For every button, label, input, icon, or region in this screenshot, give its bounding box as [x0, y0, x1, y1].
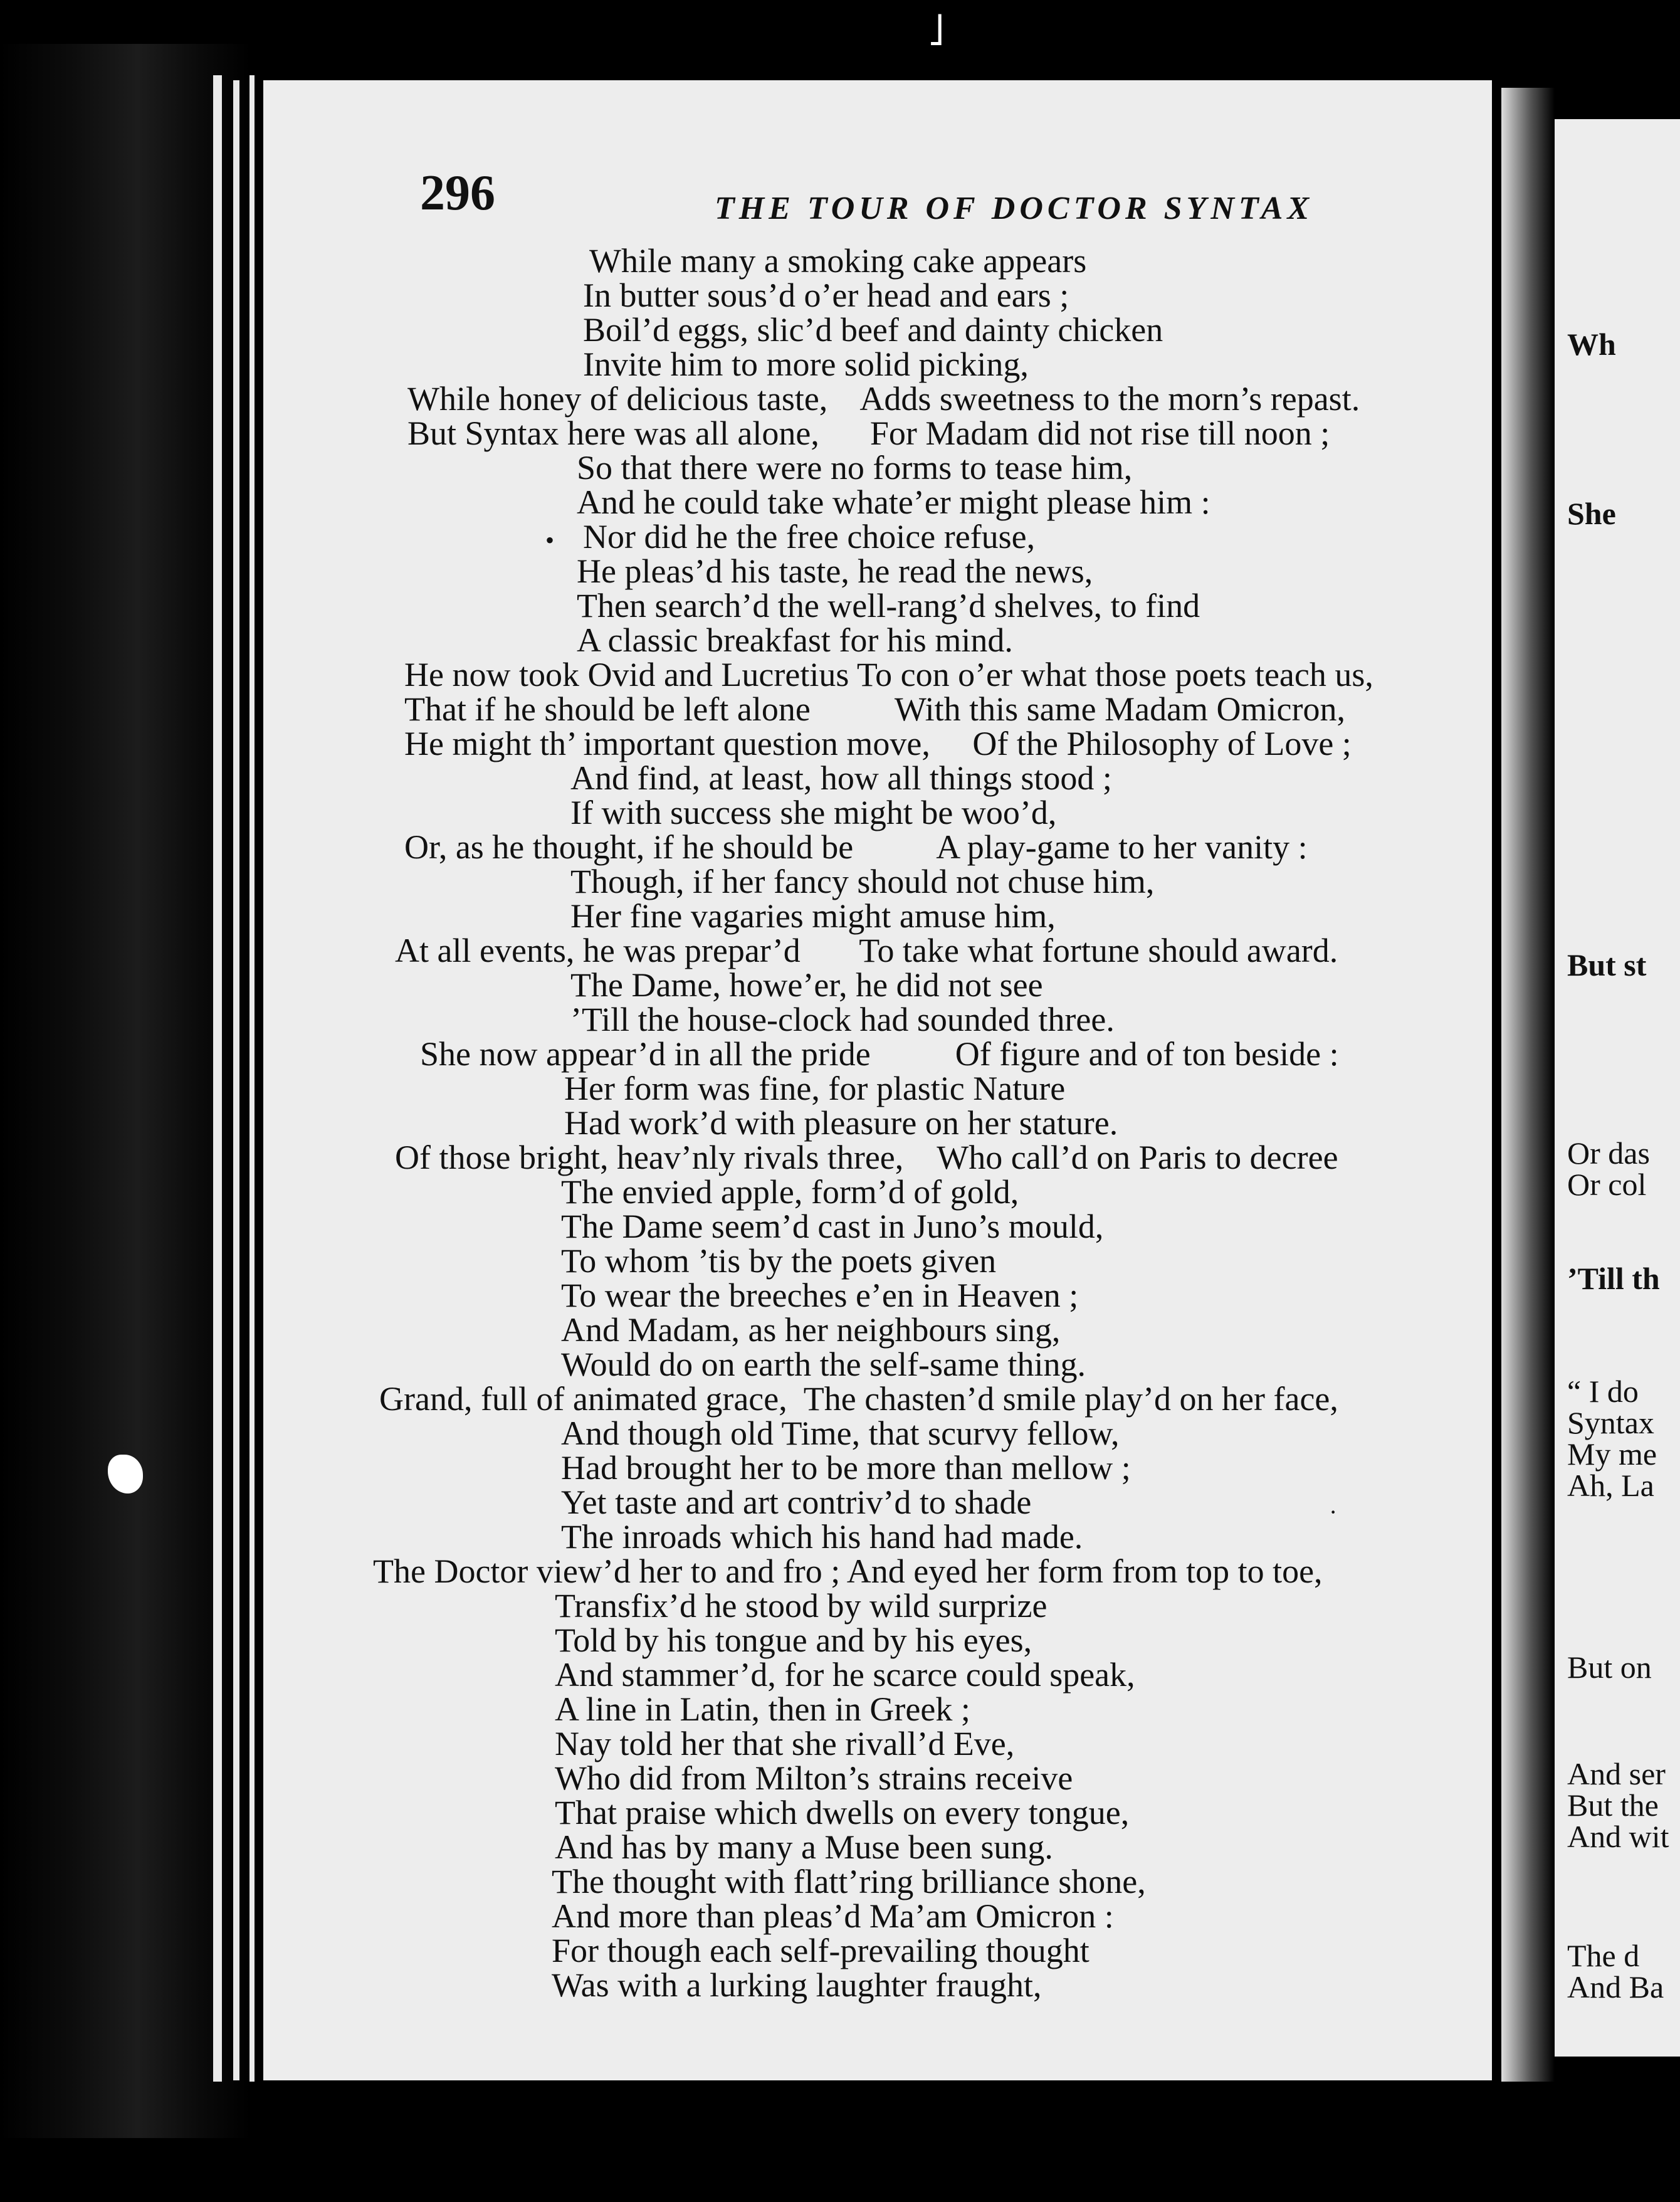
poem-line: Of those bright, heav’nly rivals three, Who call’d on Paris to decree	[395, 1139, 1338, 1176]
poem-line: ’Till the house-clock had sounded three.	[570, 1001, 1115, 1038]
right-page-line: My me	[1567, 1436, 1657, 1472]
stray-bullet: •	[545, 526, 555, 554]
right-page-line: But on	[1567, 1650, 1652, 1685]
poem-line: He now took Ovid and Lucretius To con o’er what those poets teach us,	[404, 656, 1373, 693]
poem-line: But Syntax here was all alone, For Madam did not rise till noon ;	[407, 414, 1330, 452]
poem-line: To whom ’tis by the poets given	[561, 1242, 997, 1280]
poem-line: For though each self-prevailing thought	[552, 1932, 1089, 1969]
poem-line: And find, at least, how all things stood ;	[570, 759, 1112, 797]
right-page-line: Or das	[1567, 1135, 1650, 1171]
poem-line: Then search’d the well-rang’d shelves, to find	[577, 587, 1200, 624]
page-number: 296	[420, 166, 495, 221]
left-page	[263, 80, 1492, 2080]
poem-line: Her form was fine, for plastic Nature	[564, 1070, 1066, 1107]
poem-line: Invite him to more solid picking,	[583, 345, 1029, 383]
right-page-line: And wit	[1567, 1819, 1669, 1854]
top-caret-mark: ˩	[928, 7, 945, 55]
right-page-line: Ah, La	[1567, 1468, 1654, 1503]
poem-line: Or, as he thought, if he should be A play-game to her vanity :	[404, 828, 1308, 866]
poem-line: The Dame, howe’er, he did not see	[570, 966, 1043, 1004]
right-page-line: “ I do	[1567, 1374, 1639, 1409]
poem-line: And Madam, as her neighbours sing,	[561, 1311, 1061, 1349]
poem-line: That praise which dwells on every tongue,	[555, 1794, 1130, 1831]
running-head: THE TOUR OF DOCTOR SYNTAX	[715, 191, 1314, 226]
poem-line: Boil’d eggs, slic’d beef and dainty chicken	[583, 311, 1163, 349]
poem-line: Transfix’d he stood by wild surprize	[555, 1587, 1047, 1625]
poem-line: So that there were no forms to tease him,	[577, 449, 1133, 487]
poem-line: While many a smoking cake appears	[589, 242, 1087, 280]
poem-line: If with success she might be woo’d,	[570, 794, 1057, 831]
poem-line: He might th’ important question move, Of the Philosophy of Love ;	[404, 725, 1352, 762]
poem-line: A classic breakfast for his mind.	[577, 621, 1013, 659]
poem-line: And more than pleas’d Ma’am Omicron :	[552, 1897, 1114, 1935]
poem-line: She now appear’d in all the pride Of figure and of ton beside :	[420, 1035, 1339, 1073]
poem-line: A line in Latin, then in Greek ;	[555, 1690, 970, 1728]
poem-line: And has by many a Muse been sung.	[555, 1828, 1053, 1866]
right-page-line: Syntax	[1567, 1405, 1654, 1440]
right-page-line: But st	[1567, 947, 1647, 982]
poem-line: The Dame seem’d cast in Juno’s mould,	[561, 1208, 1104, 1245]
right-page-line: And Ba	[1567, 1969, 1664, 2004]
page-edge-line	[213, 75, 222, 2082]
page-edge-line	[249, 75, 255, 2082]
poem-line: Grand, full of animated grace, The chasten’d smile play’d on her face,	[379, 1380, 1338, 1418]
right-page-line: She	[1567, 496, 1616, 531]
poem-line: Was with a lurking laughter fraught,	[552, 1966, 1042, 2004]
poem-line: Though, if her fancy should not chuse him,	[570, 863, 1155, 900]
poem-line: Who did from Milton’s strains receive	[555, 1759, 1073, 1797]
poem-line: He pleas’d his taste, he read the news,	[577, 552, 1093, 590]
poem-line: Her fine vagaries might amuse him,	[570, 897, 1056, 935]
poem-line: And he could take whate’er might please him :	[577, 483, 1210, 521]
right-page-line: Wh	[1567, 327, 1616, 362]
poem-line: And though old Time, that scurvy fellow,	[561, 1414, 1120, 1452]
right-page-line: Or col	[1567, 1167, 1647, 1202]
poem-line: Told by his tongue and by his eyes,	[555, 1621, 1032, 1659]
poem-line: Had work’d with pleasure on her stature.	[564, 1104, 1118, 1142]
poem-line: While honey of delicious taste, Adds sweetness to the morn’s repast.	[407, 380, 1360, 418]
poem-line: Yet taste and art contriv’d to shade	[561, 1483, 1032, 1521]
right-page-fragment	[1555, 119, 1680, 2057]
right-page-line: But the	[1567, 1788, 1659, 1823]
page-edge-line	[233, 80, 239, 2080]
poem-line: At all events, he was prepar’d To take what fortune should award.	[395, 932, 1338, 969]
poem-line: The inroads which his hand had made.	[561, 1518, 1083, 1556]
poem-line: The Doctor view’d her to and fro ; And eyed her form from top to toe,	[373, 1552, 1323, 1590]
right-page-line: And ser	[1567, 1756, 1666, 1791]
gutter-shadow	[1501, 88, 1555, 2082]
poem-line: Nor did he the free choice refuse,	[583, 518, 1036, 556]
poem-line: Would do on earth the self-same thing.	[561, 1346, 1086, 1383]
right-page-line: The d	[1567, 1938, 1640, 1973]
stray-dot: ·	[1329, 1498, 1338, 1526]
poem-line: Nay told her that she rivall’d Eve,	[555, 1725, 1015, 1762]
poem-line: Had brought her to be more than mellow ;	[561, 1449, 1131, 1487]
poem-line: The thought with flatt’ring brilliance shone,	[552, 1863, 1146, 1900]
poem-line: And stammer’d, for he scarce could speak,	[555, 1656, 1135, 1694]
right-page-line: ’Till th	[1567, 1261, 1660, 1296]
poem-line: To wear the breeches e’en in Heaven ;	[561, 1277, 1079, 1314]
poem-line: That if he should be left alone With this same Madam Omicron,	[404, 690, 1346, 728]
poem-line: The envied apple, form’d of gold,	[561, 1173, 1019, 1211]
poem-line: In butter sous’d o’er head and ears ;	[583, 277, 1069, 314]
